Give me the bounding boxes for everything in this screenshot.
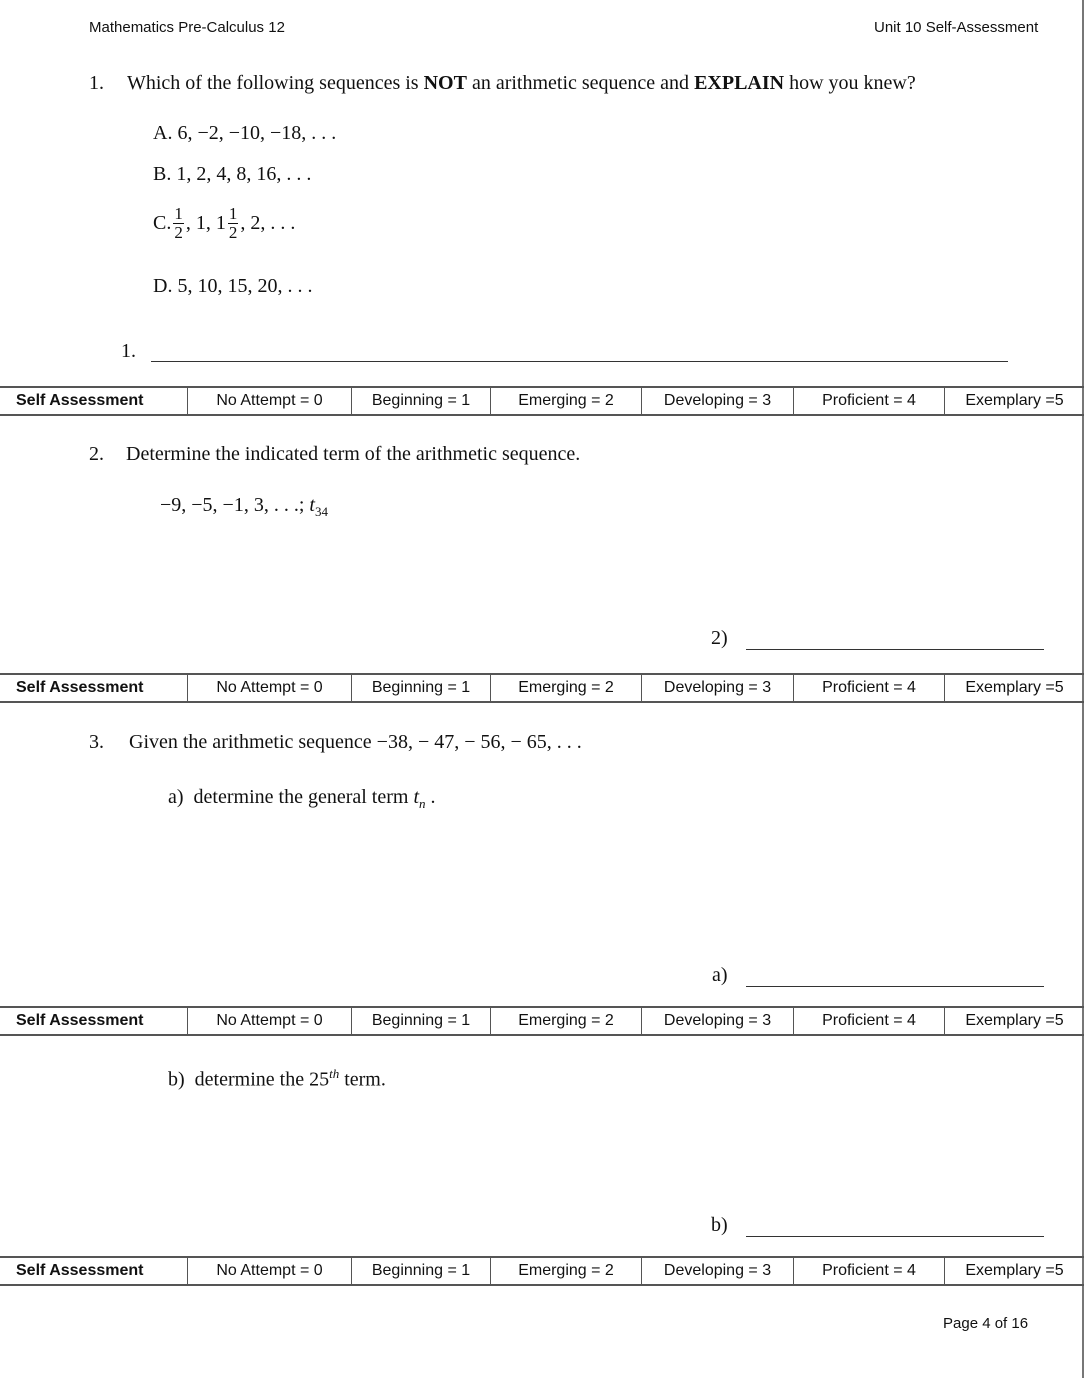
q3-part-a: a) determine the general term $t_n$ . (168, 786, 436, 811)
fraction: $\frac{1}{2}$ (228, 204, 238, 242)
q1-option-d: D. 5, 10, 15, 20, . . . (153, 275, 313, 297)
level-proficient[interactable]: Proficient = 4 (793, 1008, 944, 1034)
level-developing[interactable]: Developing = 3 (641, 388, 793, 414)
q1-number: 1. (89, 72, 104, 94)
level-developing[interactable]: Developing = 3 (641, 1008, 793, 1034)
q2-answer-label: 2) (711, 627, 728, 649)
q1-option-a: A. 6, −2, −10, −18, . . . (153, 122, 337, 144)
level-no-attempt[interactable]: No Attempt = 0 (187, 1008, 351, 1034)
q2-prompt: Determine the indicated term of the arithmetic sequence. (126, 443, 581, 465)
level-exemplary[interactable]: Exemplary =5 (944, 1258, 1084, 1284)
self-assessment-label: Self Assessment (16, 1012, 144, 1029)
q3-part-b: b) determine the 25th term. (168, 1066, 386, 1091)
header-unit-title: Unit 10 Self-Assessment (874, 19, 1039, 36)
level-proficient[interactable]: Proficient = 4 (793, 388, 944, 414)
level-proficient[interactable]: Proficient = 4 (793, 1258, 944, 1284)
q3-answer-b-label: b) (711, 1214, 728, 1236)
level-no-attempt[interactable]: No Attempt = 0 (187, 388, 351, 414)
level-emerging[interactable]: Emerging = 2 (490, 1008, 641, 1034)
level-beginning[interactable]: Beginning = 1 (351, 1258, 490, 1284)
self-assessment-row-2 (0, 673, 1084, 703)
self-assessment-label: Self Assessment (16, 679, 144, 696)
level-developing[interactable]: Developing = 3 (641, 1258, 793, 1284)
q1-option-c: C. $\frac{1}{2}$ , 1, 1 $\frac{1}{2}$ , 2, . . . (153, 204, 296, 242)
level-proficient[interactable]: Proficient = 4 (793, 675, 944, 701)
level-beginning[interactable]: Beginning = 1 (351, 388, 490, 414)
self-assessment-label: Self Assessment (16, 392, 144, 409)
level-emerging[interactable]: Emerging = 2 (490, 1258, 641, 1284)
q1-answer-line[interactable] (151, 361, 1008, 362)
q1-option-b: B. 1, 2, 4, 8, 16, . . . (153, 163, 312, 185)
level-beginning[interactable]: Beginning = 1 (351, 1008, 490, 1034)
self-assessment-row-3 (0, 1006, 1084, 1036)
level-exemplary[interactable]: Exemplary =5 (944, 675, 1084, 701)
header-course-title: Mathematics Pre-Calculus 12 (89, 19, 285, 36)
page-number: Page 4 of 16 (943, 1315, 1029, 1332)
q2-number: 2. (89, 443, 104, 465)
q3-answer-a-label: a) (712, 964, 728, 986)
fraction: $\frac{1}{2}$ (174, 204, 183, 242)
level-emerging[interactable]: Emerging = 2 (490, 388, 641, 414)
self-assessment-row-4 (0, 1256, 1084, 1286)
self-assessment-label: Self Assessment (16, 1262, 144, 1279)
q2-answer-line[interactable] (746, 649, 1044, 650)
q1-prompt: Which of the following sequences is NOT an arithmetic sequence and EXPLAIN how you knew? (127, 72, 916, 94)
q3-answer-b-line[interactable] (746, 1236, 1044, 1237)
level-exemplary[interactable]: Exemplary =5 (944, 1008, 1084, 1034)
level-beginning[interactable]: Beginning = 1 (351, 675, 490, 701)
level-emerging[interactable]: Emerging = 2 (490, 675, 641, 701)
self-assessment-row-1 (0, 386, 1084, 416)
level-exemplary[interactable]: Exemplary =5 (944, 388, 1084, 414)
q3-prompt: Given the arithmetic sequence −38, − 47, − 56, − 65, . . . (129, 731, 582, 753)
level-no-attempt[interactable]: No Attempt = 0 (187, 1258, 351, 1284)
level-no-attempt[interactable]: No Attempt = 0 (187, 675, 351, 701)
q2-sequence: −9, −5, −1, 3, . . .; $t_{34}$ (160, 494, 328, 519)
level-developing[interactable]: Developing = 3 (641, 675, 793, 701)
q3-answer-a-line[interactable] (746, 986, 1044, 987)
q3-number: 3. (89, 731, 104, 753)
q1-answer-label: 1. (121, 340, 136, 362)
